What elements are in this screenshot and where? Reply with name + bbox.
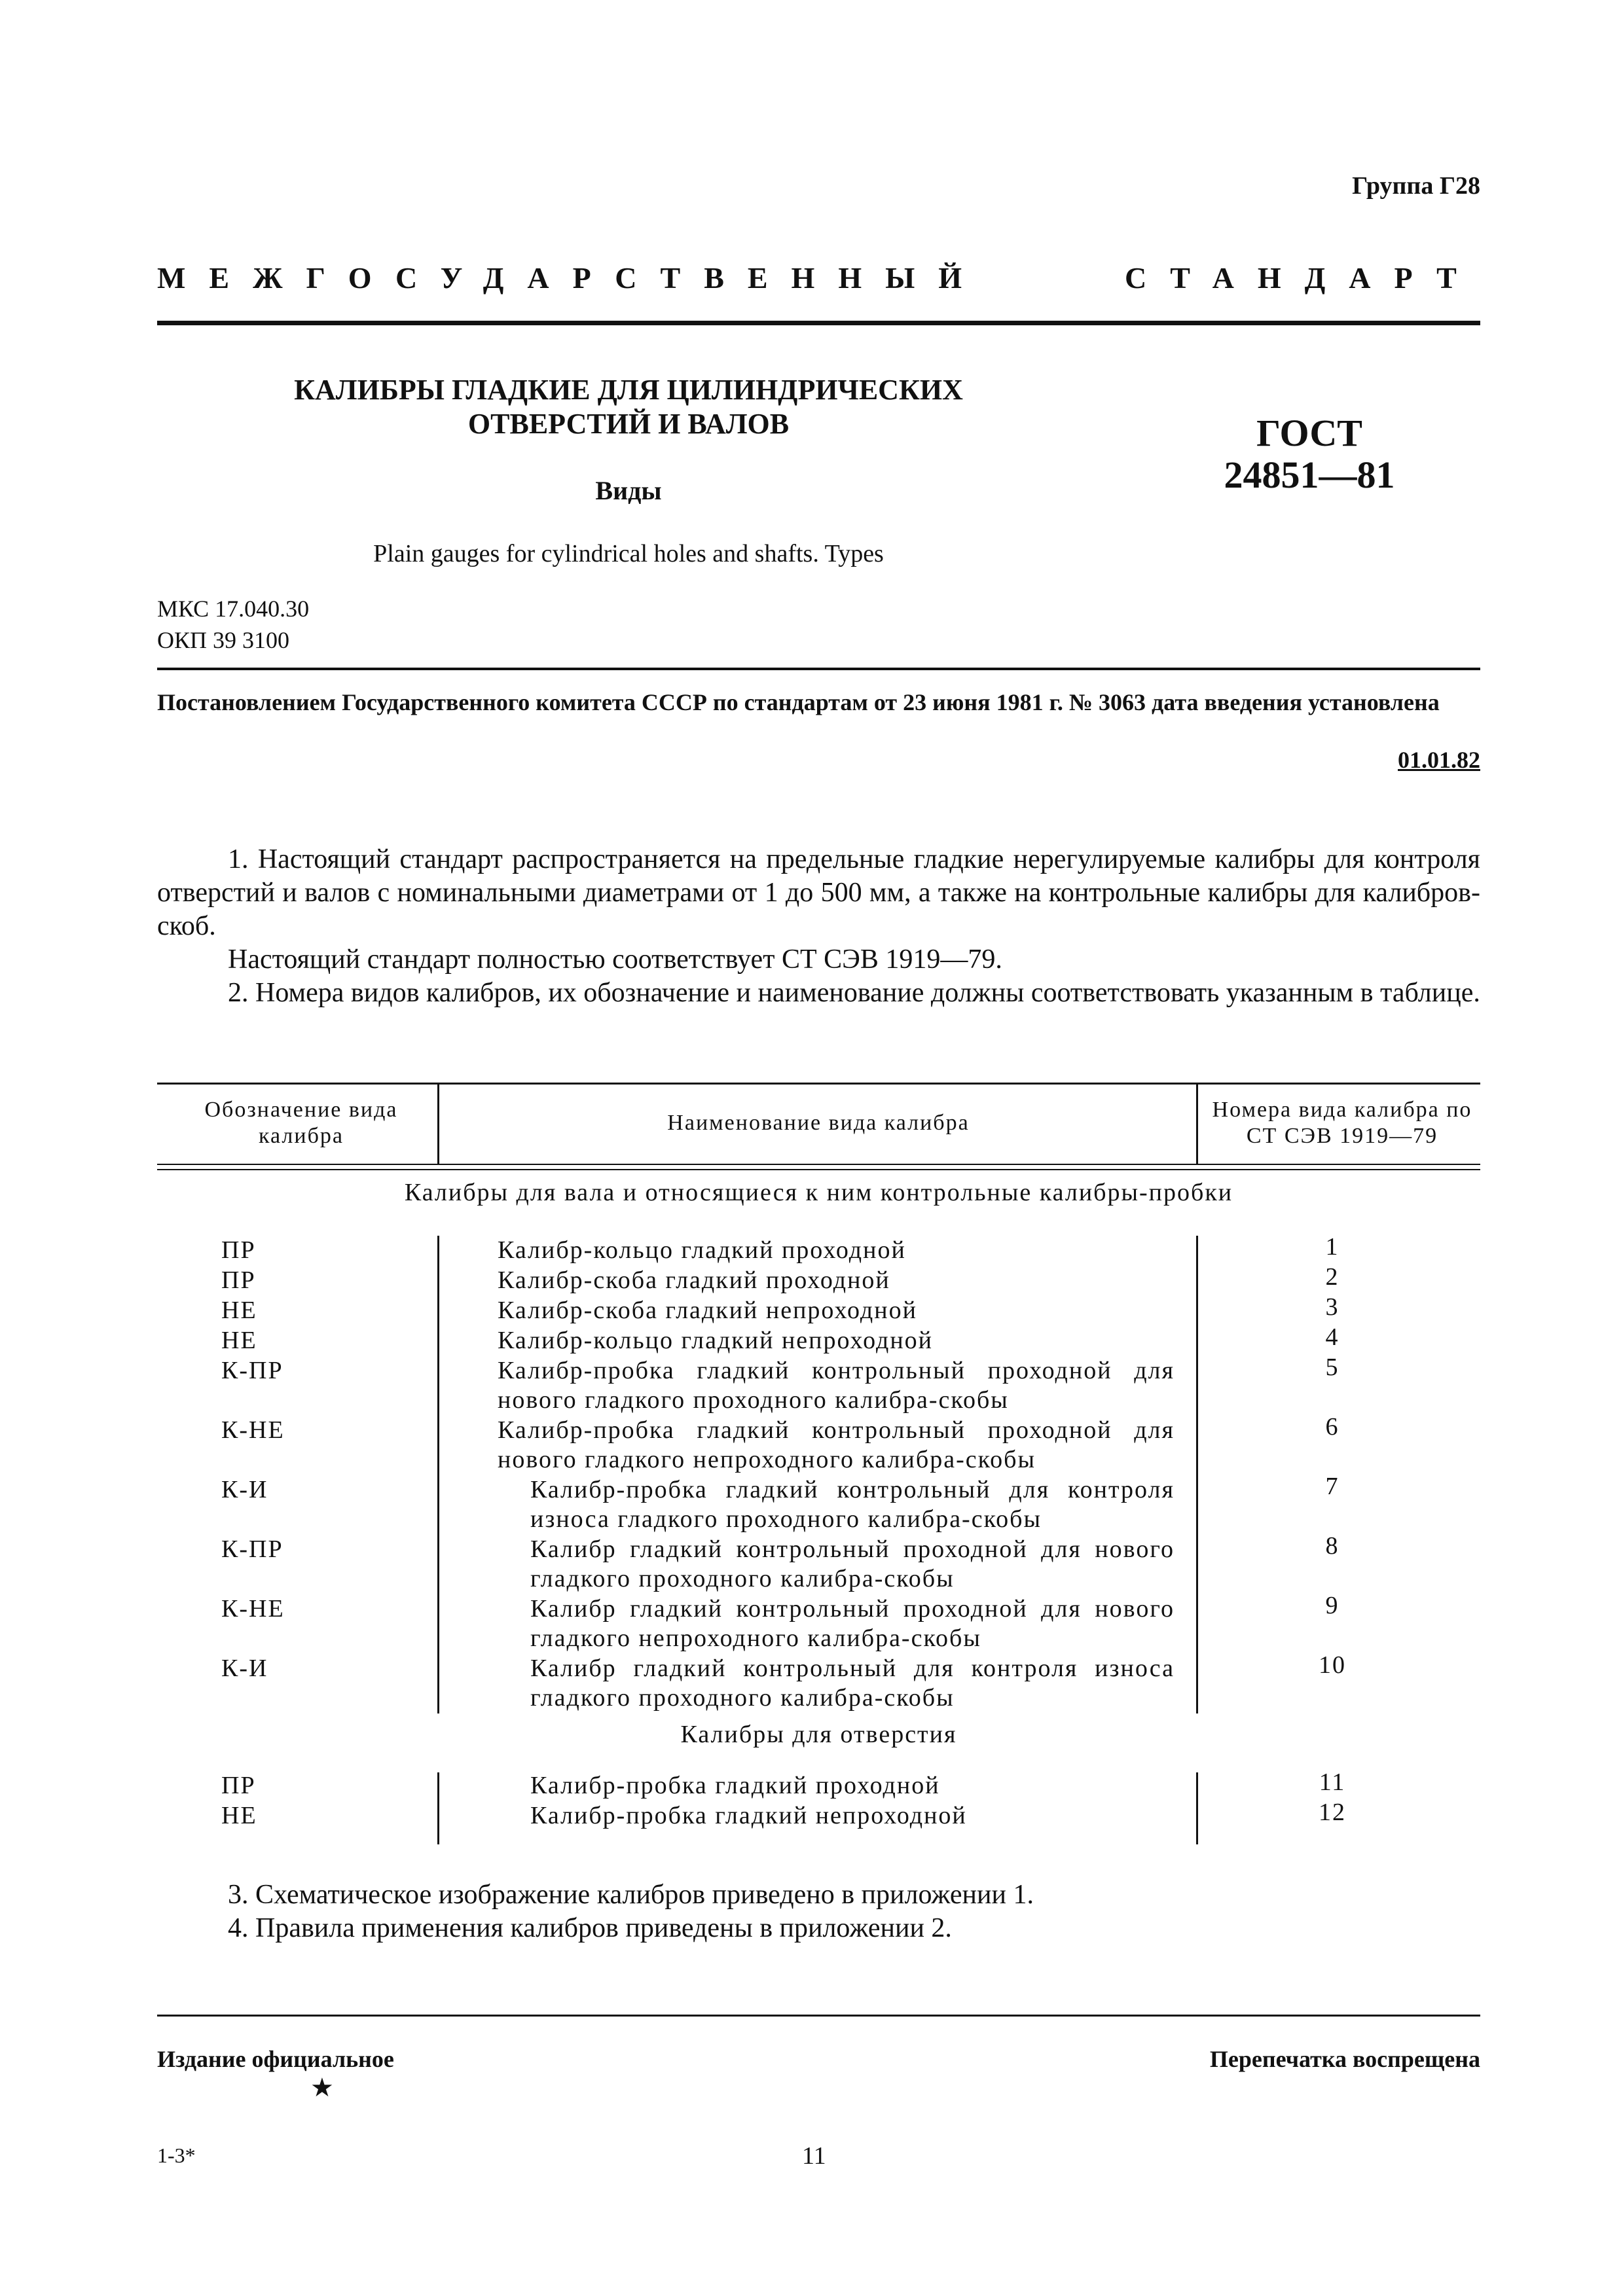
col-header-name: Наименование вида калибра [667, 1111, 970, 1135]
col-header-code: Обозначение вида калибра [204, 1098, 398, 1148]
document-subtitle: Виды [595, 476, 662, 505]
paragraph-1: 1. Настоящий стандарт распространяется на предельные гладкие нерегулируемые калибры для контроля отверстий и валов с номинальными диаметрами от 1 до 500 мм, а также на контрольные калибры для калибров-скоб. [157, 844, 1480, 941]
row-3-number: 3 [1325, 1293, 1340, 1321]
paragraph-4: 3. Схематическое изображение калибров приведено в приложении 1. [228, 1880, 1034, 1910]
paragraph-5: 4. Правила применения калибров приведены в приложении 2. [228, 1913, 952, 1943]
row-12-code: НЕ [221, 1802, 257, 1829]
row-11-name: Калибр-пробка гладкий проходной [530, 1772, 940, 1799]
row-6-code: К-НЕ [221, 1416, 285, 1444]
row-7-number: 7 [1325, 1473, 1340, 1500]
col-header-number: Номера вида калибра по СТ СЭВ 1919—79 [1212, 1098, 1472, 1148]
row-9-code: К-НЕ [221, 1595, 285, 1623]
group-label: Группа Г28 [1352, 172, 1480, 200]
section-shaft-gauges: Калибры для вала и относящиеся к ним контрольные калибры-пробки [404, 1179, 1233, 1206]
sheet-mark: 1-3* [157, 2144, 196, 2167]
header-rule-2 [157, 1169, 1480, 1170]
row-7-name: Калибр-пробка гладкий контрольный для контроля износа гладкого проходного калибра-скобы [530, 1476, 1175, 1533]
header-interstate: МЕЖГОСУДАРСТВЕННЫЙ [157, 261, 986, 295]
row-6-number: 6 [1325, 1413, 1340, 1441]
row-1-number: 1 [1325, 1233, 1340, 1261]
row-4-number: 4 [1325, 1323, 1340, 1351]
document-title [157, 373, 1100, 441]
decree-rule [157, 668, 1480, 670]
row-7-code: К-И [221, 1476, 268, 1503]
row-12-name: Калибр-пробка гладкий непроходной [530, 1802, 967, 1829]
body-divider-4 [1196, 1772, 1198, 1844]
decree-text: Постановлением Государственного комитета СССР по стандартам от 23 июня 1981 г. № 3063 дата введения установлена [157, 689, 1440, 715]
row-10-number: 10 [1319, 1651, 1346, 1679]
header-divider-2 [1196, 1085, 1198, 1164]
row-5-number: 5 [1325, 1354, 1340, 1381]
english-title: Plain gauges for cylindrical holes and shafts. Types [373, 540, 884, 567]
row-4-code: НЕ [221, 1327, 257, 1354]
section-hole-gauges: Калибры для отверстия [680, 1721, 957, 1748]
row-1-name: Калибр-кольцо гладкий проходной [498, 1236, 906, 1264]
star-icon: ★ [310, 2073, 334, 2102]
row-3-code: НЕ [221, 1297, 257, 1324]
okp-code: ОКП 39 3100 [157, 627, 290, 653]
row-5-code: К-ПР [221, 1357, 283, 1384]
row-10-code: К-И [221, 1655, 268, 1682]
row-9-name: Калибр гладкий контрольный проходной для нового гладкого непроходного калибра-скобы [530, 1595, 1175, 1652]
row-2-code: ПР [221, 1266, 256, 1294]
row-5-name: Калибр-пробка гладкий контрольный проходной для нового гладкого проходного калибра-скобы [498, 1357, 1175, 1414]
mks-code: МКС 17.040.30 [157, 596, 310, 622]
body-divider-3 [437, 1772, 439, 1844]
effective-date: 01.01.82 [1398, 747, 1480, 773]
row-2-name: Калибр-скоба гладкий проходной [498, 1266, 890, 1294]
official-edition: Издание официальное [157, 2046, 394, 2072]
classification-codes [157, 593, 309, 656]
body-divider-2 [1196, 1236, 1198, 1713]
page-number: 11 [802, 2142, 826, 2170]
row-11-number: 11 [1319, 1768, 1346, 1796]
row-8-number: 8 [1325, 1532, 1340, 1560]
body-divider-1 [437, 1236, 439, 1713]
paragraph-2: Настоящий стандарт полностью соответствует СТ СЭВ 1919—79. [228, 944, 1002, 975]
title-line-1: КАЛИБРЫ ГЛАДКИЕ ДЛЯ ЦИЛИНДРИЧЕСКИХ [294, 374, 963, 406]
row-4-name: Калибр-кольцо гладкий непроходной [498, 1327, 934, 1354]
row-1-code: ПР [221, 1236, 256, 1264]
reprint-prohibited: Перепечатка воспрещена [1209, 2046, 1480, 2072]
row-6-name: Калибр-пробка гладкий контрольный проходной для нового гладкого непроходного калибра-скобы [498, 1416, 1175, 1473]
gost-number: 24851—81 [1224, 454, 1395, 496]
header-divider-1 [437, 1085, 439, 1164]
row-8-code: К-ПР [221, 1535, 283, 1563]
table-top-rule [157, 1083, 1480, 1085]
row-12-number: 12 [1319, 1799, 1346, 1826]
paragraph-3: 2. Номера видов калибров, их обозначение и наименование должны соответствовать указанным в таблице. [228, 978, 1480, 1008]
row-9-number: 9 [1325, 1592, 1340, 1619]
title-line-2: ОТВЕРСТИЙ И ВАЛОВ [467, 408, 790, 440]
row-10-name: Калибр гладкий контрольный для контроля износа гладкого проходного калибра-скобы [530, 1655, 1175, 1712]
intro-paragraphs [157, 843, 1480, 1010]
footer-rule [157, 2015, 1480, 2017]
header-rule [157, 321, 1480, 325]
row-3-name: Калибр-скоба гладкий непроходной [498, 1297, 917, 1324]
header-standard: СТАНДАРТ [1125, 261, 1480, 295]
row-2-number: 2 [1325, 1263, 1340, 1291]
row-11-code: ПР [221, 1772, 256, 1799]
gost-designation [1165, 412, 1453, 496]
header-rule-1 [157, 1164, 1480, 1165]
closing-paragraphs [157, 1878, 1480, 1945]
row-8-name: Калибр гладкий контрольный проходной для нового гладкого проходного калибра-скобы [530, 1535, 1175, 1592]
gost-label: ГОСТ [1256, 412, 1362, 454]
